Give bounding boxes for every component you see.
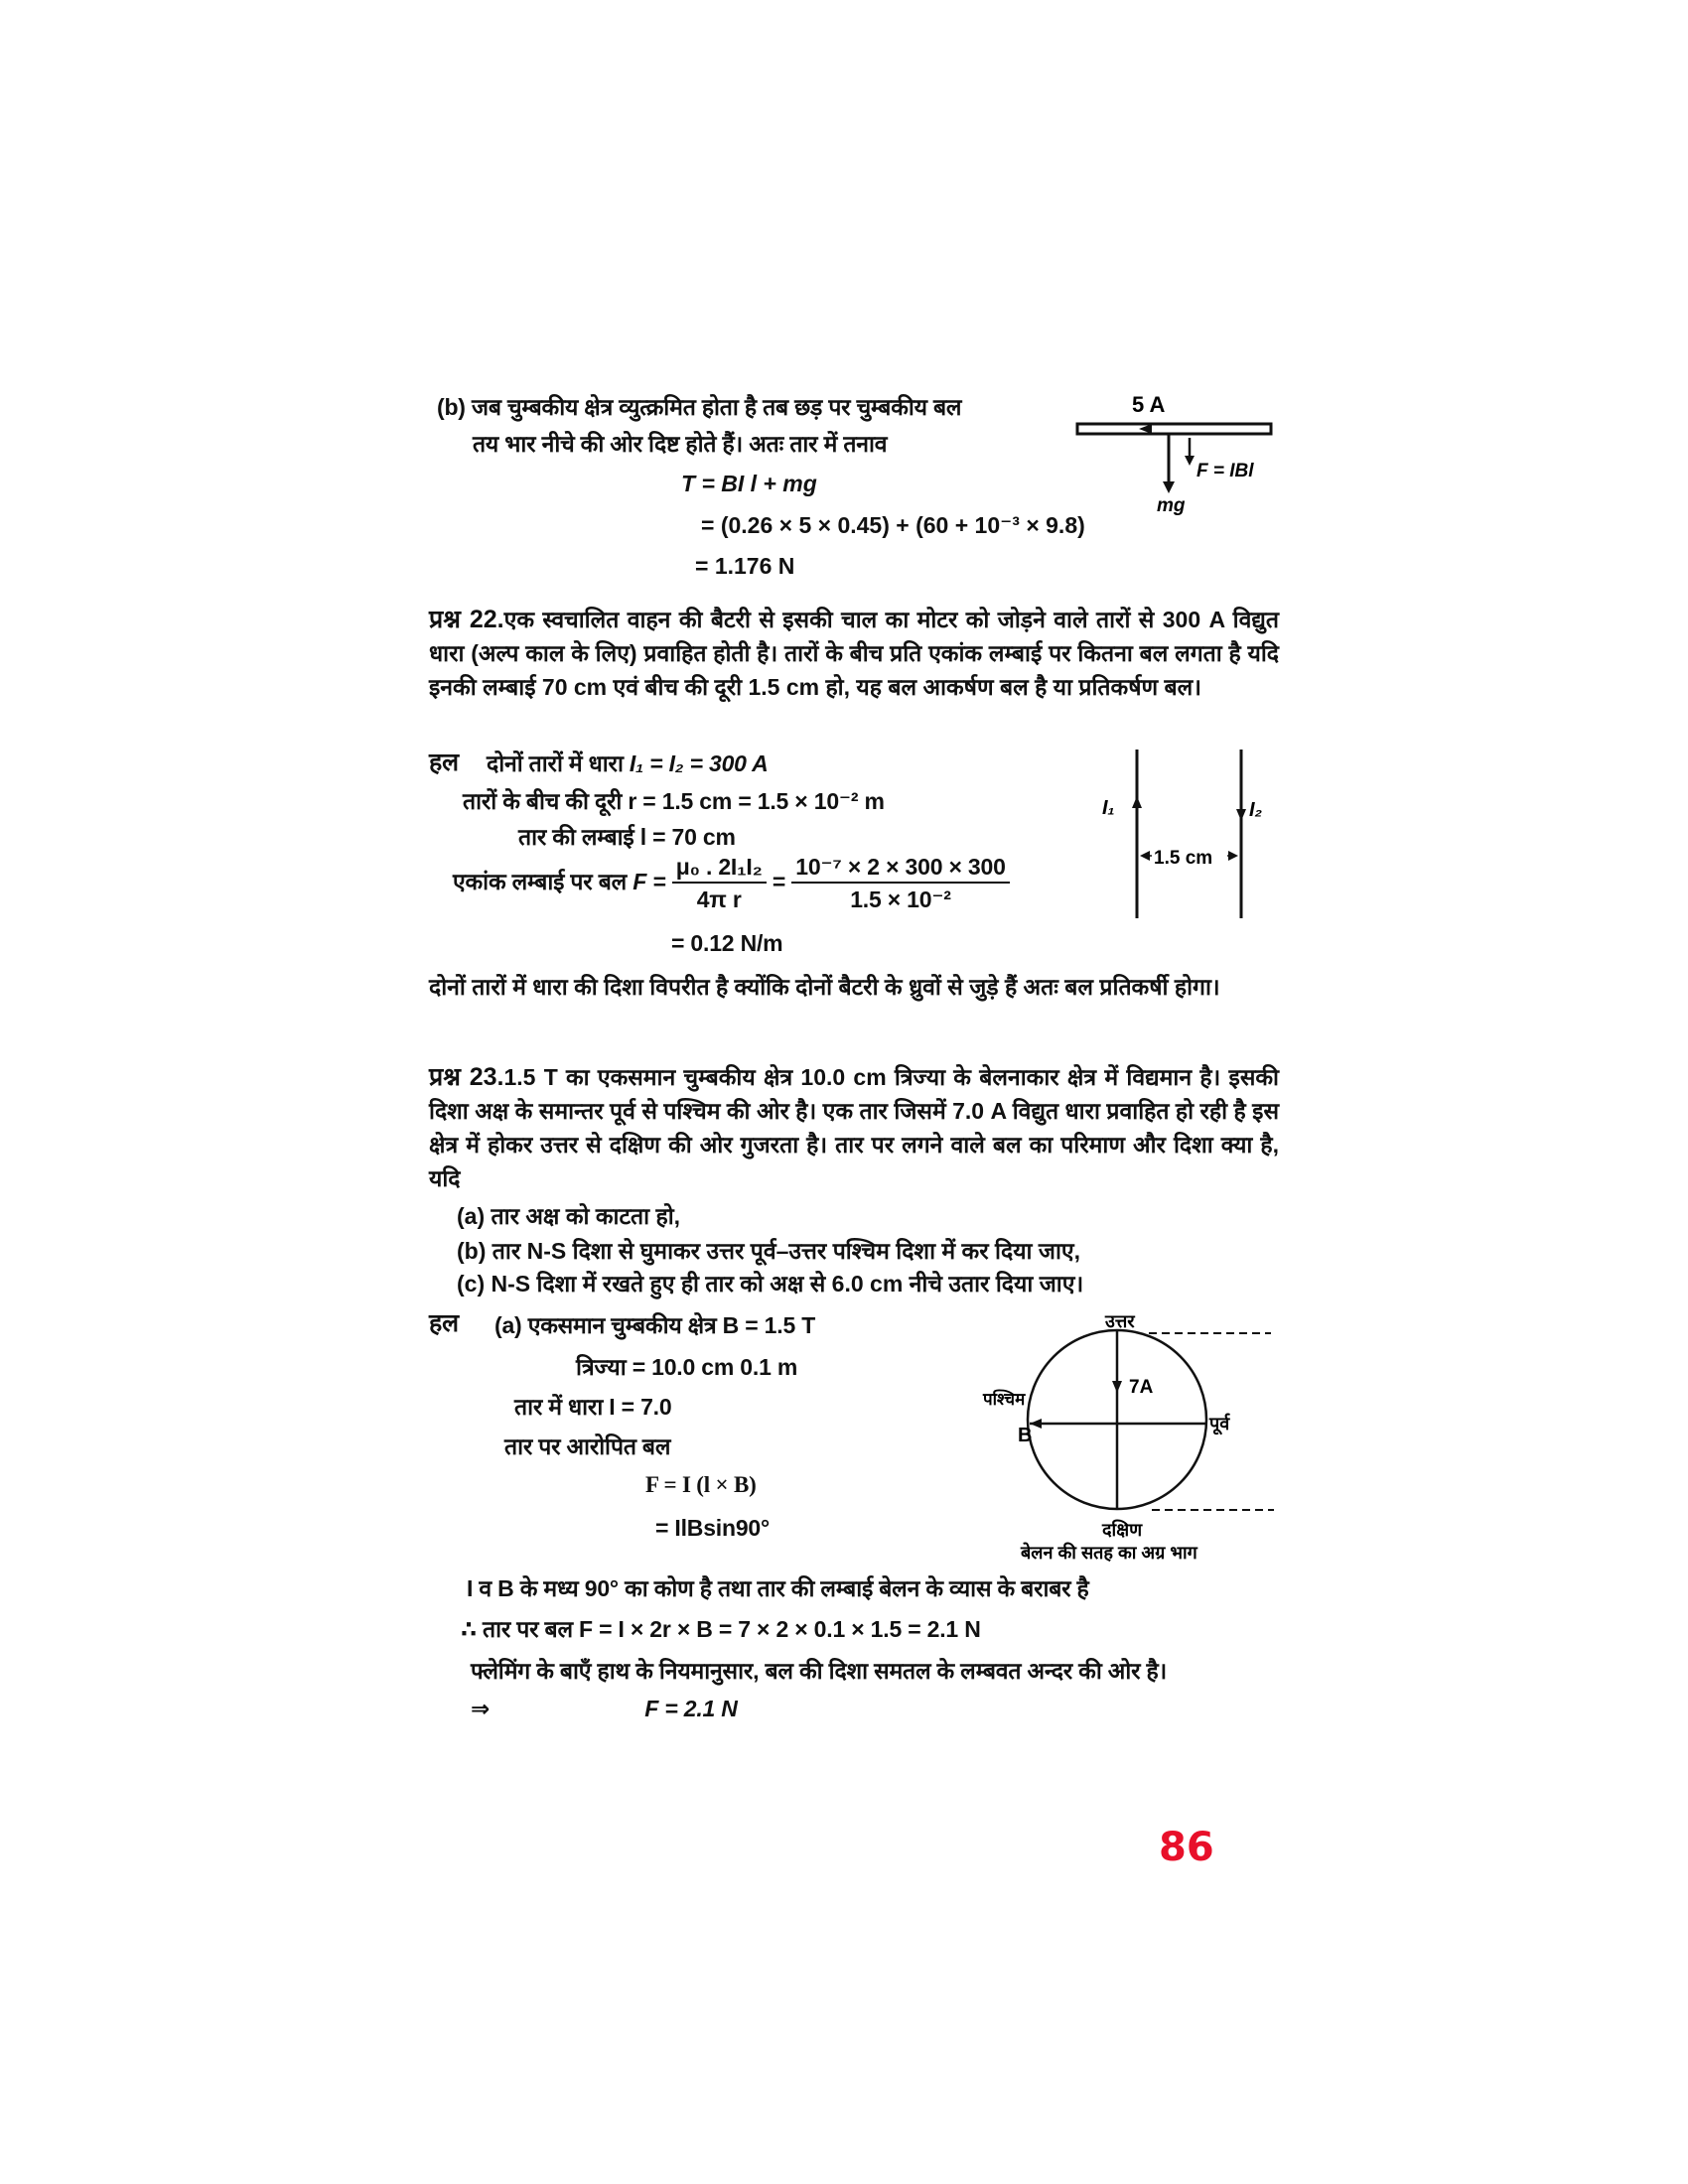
solution-23-line-7: फ्लेमिंग के बाएँ हाथ के नियमानुसार, बल की दिशा समतल के लम्बवत अन्दर की ओर है।: [471, 1658, 1168, 1684]
line2-eq: r = 1.5 cm = 1.5 × 10⁻² m: [628, 788, 885, 814]
current-label: 5 A: [1132, 392, 1166, 417]
line1-eq: I₁ = I₂ = 300 A: [629, 751, 769, 776]
north-label: उत्तर: [1105, 1311, 1135, 1331]
tension-equation: [681, 471, 817, 497]
solution-23-line-1: (a) एकसमान चुम्बकीय क्षेत्र B = 1.5 T: [494, 1312, 816, 1338]
tension-eq-1: T = BI l + mg: [681, 471, 817, 496]
line1-text: दोनों तारों में धारा: [487, 751, 624, 776]
line3-text: तार की लम्बाई: [518, 824, 634, 850]
option-c: (c) N-S दिशा में रखते हुए ही तार को अक्ष से 6.0 cm नीचे उतार दिया जाए।: [457, 1271, 1084, 1297]
solution-22-line-3: [518, 820, 736, 852]
solution-23-line-4: तार पर आरोपित बल: [504, 1433, 671, 1459]
solution-label: हल: [429, 1309, 459, 1337]
question-22-heading: प्रश्न 22.: [429, 606, 504, 633]
part-b-line-1: (b) जब चुम्बकीय क्षेत्र व्युत्क्रमित होता है तब छड़ पर चुम्बकीय बल: [437, 394, 962, 420]
question-23-text: 1.5 T का एकसमान चुम्बकीय क्षेत्र 10.0 cm त्रिज्या के बेलनाकार क्षेत्र में विद्यमान है। इसकी दिशा अक्ष के समान्तर पूर्व से पश्चिम की ओर है। एक तार जिसमें 7.0 A विद्युत धारा प्रवाहित हो रही है इस क्षेत्र में होकर उत्तर से दक्षिण की ओर गुजरता है। तार पर लगने वाले बल का परिमाण और दिशा क्या है, यदि: [429, 1064, 1279, 1191]
page-number: 86: [1159, 1825, 1214, 1870]
frac2-den: 1.5 × 10⁻²: [850, 887, 951, 912]
south-label: दक्षिण: [1102, 1520, 1143, 1540]
current-7a-label: 7A: [1129, 1377, 1154, 1398]
solution-23-line-5: I व B के मध्य 90° का कोण है तथा तार की लम्बाई बेलन के व्यास के बराबर है: [467, 1575, 1089, 1601]
frac1-num: μ₀ . 2I₁I₂: [672, 852, 767, 884]
force-magnitude-eq: = IlBsin90°: [655, 1515, 771, 1541]
solution-22-line-1: [487, 747, 769, 778]
final-force: F = 2.1 N: [644, 1696, 738, 1721]
solution-22-conclusion: दोनों तारों में धारा की दिशा विपरीत है क्योंकि दोनों बैटरी के ध्रुवों से जुड़े हैं अतः बल प्रतिकर्षी होगा।: [429, 974, 1220, 1000]
option-a: (a) तार अक्ष को काटता हो,: [457, 1203, 681, 1229]
cylinder-field-diagram: [978, 1305, 1276, 1569]
diagram-caption: बेलन की सतह का अग्र भाग: [1021, 1543, 1197, 1563]
line4-text: एकांक लम्बाई पर बल: [453, 869, 628, 895]
fraction-mu0: [672, 852, 767, 915]
fraction-values: [791, 852, 1009, 915]
rod-force-diagram: [1067, 392, 1281, 516]
i1-label: I₁: [1102, 797, 1115, 819]
line4-lhs: F =: [633, 869, 666, 895]
west-label: पश्चिम: [983, 1390, 1026, 1409]
tension-result: = 1.176 N: [695, 553, 795, 579]
east-label: पूर्व: [1209, 1414, 1230, 1433]
solution-23-line-8: [471, 1696, 738, 1722]
weight-label: mg: [1157, 495, 1186, 516]
part-b-line-2: तय भार नीचे की ओर दिष्ट होते हैं। अतः तार में तनाव: [473, 431, 888, 457]
tension-equation-step: = (0.26 × 5 × 0.45) + (60 + 10⁻³ × 9.8): [701, 512, 1085, 538]
line3-eq: l = 70 cm: [639, 824, 736, 850]
option-b: (b) तार N-S दिशा से घुमाकर उत्तर पूर्व–उत्तर पश्चिम दिशा में कर दिया जाए,: [457, 1238, 1081, 1264]
solution-22-result: = 0.12 N/m: [671, 930, 783, 956]
solution-22-line-2: [463, 784, 885, 816]
question-23-heading: प्रश्न 23.: [429, 1063, 504, 1091]
question-22-text: एक स्वचालित वाहन की बैटरी से इसकी चाल का मोटर को जोड़ने वाले तारों से 300 A विद्युत धारा (अल्प काल के लिए) प्रवाहित होती है। तारों के बीच प्रति एकांक लम्बाई पर कितना बल लगता है यदि इनकी लम्बाई 70 cm एवं बीच की दूरी 1.5 cm हो, यह बल आकर्षण बल है या प्रतिकर्षण बल।: [429, 607, 1279, 700]
solution-22-line-4: एकांक लम्बाई पर बल F = $\frac{\text{μ₀ . 2I₁I₂}}{\text{4π r}}$ = $\frac{\text{10⁻⁷ × 2 × 300 × 300}}{\text{1.5 × 10⁻²}}$: [453, 852, 1010, 915]
frac1-den: 4π r: [696, 887, 742, 912]
parallel-wires-diagram: [1092, 745, 1271, 923]
implies-arrow: ⇒: [471, 1696, 491, 1721]
force-label: F = IBl: [1196, 461, 1254, 481]
solution-23-line-3: तार में धारा I = 7.0: [514, 1394, 672, 1420]
solution-label: हल: [429, 749, 459, 776]
solution-23-line-6: ∴ तार पर बल F = I × 2r × B = 7 × 2 × 0.1 × 1.5 = 2.1 N: [461, 1616, 981, 1642]
field-b-label: B: [1018, 1425, 1033, 1446]
question-23: [429, 1060, 1279, 1195]
solution-23-line-2: त्रिज्या = 10.0 cm 0.1 m: [576, 1354, 798, 1380]
distance-label: 1.5 cm: [1154, 848, 1213, 869]
i2-label: I₂: [1249, 799, 1263, 821]
line2-text: तारों के बीच की दूरी: [463, 788, 623, 814]
frac2-num: 10⁻⁷ × 2 × 300 × 300: [791, 852, 1009, 884]
force-vector-eq: F = I (l × B): [645, 1472, 757, 1497]
solution-22-label: [429, 745, 459, 778]
question-22: [429, 603, 1279, 704]
solution-23-label: [429, 1305, 459, 1339]
